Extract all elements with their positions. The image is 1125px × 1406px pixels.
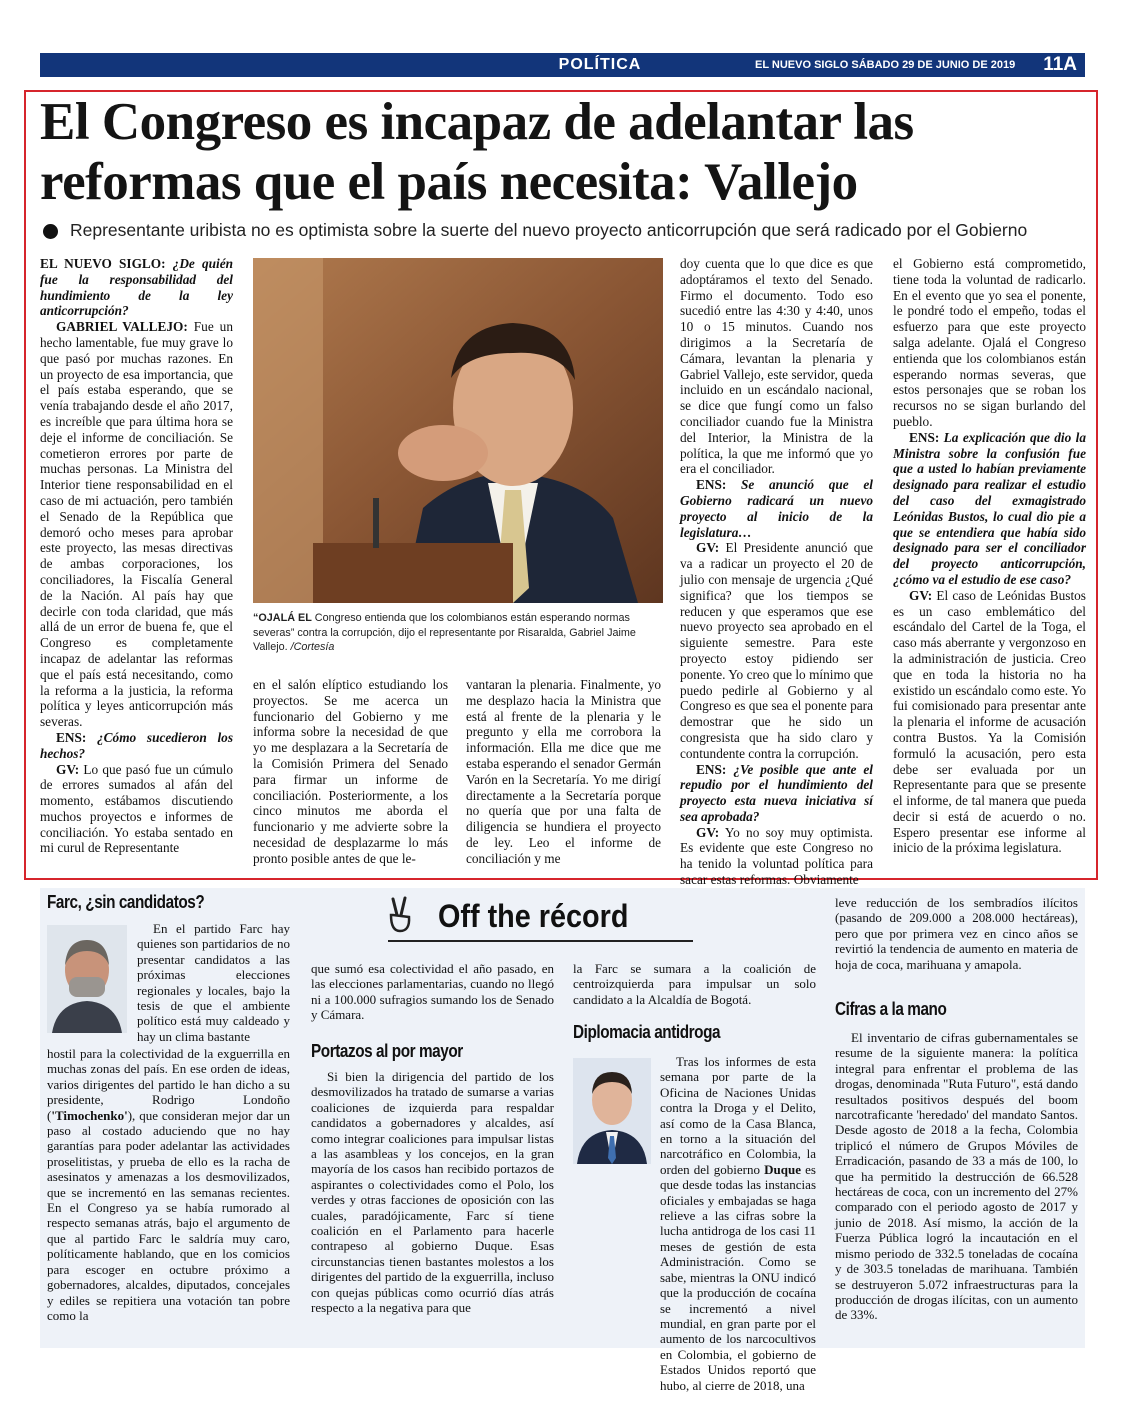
- question-text: La explicación que dio la Ministra sobre la confusión fue que a usted lo habían previamente designado para realizar el estudio del caso del exmagistrado Leónidas Bustos, lo cual dio pie a que se entendiera que había sido designado para ser el conciliador del proyecto anticorrupción, ¿cómo va el estudio de ese caso?: [893, 429, 1086, 587]
- answer-lead: GV:: [56, 761, 80, 777]
- photo-caption: [253, 611, 663, 655]
- portazos-continuation: [573, 961, 816, 1007]
- off-the-record-title: Off the récord: [438, 898, 629, 934]
- column-text: doy cuenta que lo que dice es que adoptáramos el texto del Senado. Firmo el documento. Todo eso sucedió entre las 4:30 y 4:40, unos 10 o 15 minutos. Cuando nos dirigimos a la Secretaría de Cámara, levantan la plenaria y Gabriel Vallejo, este servidor, queda incluido en un escándalo nacional, se dice que fungí como un falso conciliador cuando fue la Ministra del Interior, la Ministra de la política, la que me informó que yo era el conciliador.: [680, 256, 873, 477]
- answer-lead: GV:: [696, 824, 720, 840]
- farc-paragraph-2: hostil para la colectividad de la exguerrilla en muchas zonas del país. En ese orden de ideas, varios dirigentes del partido le han dicho a su presidente, Rodrigo Londoño (: [47, 1046, 290, 1123]
- answer-text: Lo que pasó fue un cúmulo de errores sumados al afán del momento, estábamos discutiendo muchos proyectos e informes de conciliación. Yo estaba sentado en mi curul de Representante: [40, 761, 233, 856]
- portazos-text: Si bien la dirigencia del partido de los desmovilizados ha tratado de sumarse a varias coaliciones de izquierda para respaldar candidatos a gobernadores y alcaldes, así como integrar coaliciones para impulsar listas a las asambleas y los concejos, en la gran mayoría de los casos han recibido portazos de aspirantes o colectividades como el Polo, los verdes y otras facciones de oposición con las cuales, paradójicamente, Farc sí tiene coalición en el Parlamento para hacerle contrapeso al gobierno Duque. Esas circunstancias tienen bastantes molestos a los dirigentes del partido de la exguerrilla, incluso con quejas públicas como ocurrió días atrás respecto a la negativa para que: [311, 1069, 554, 1316]
- diplomacia-heading: Diplomacia antidroga: [573, 1022, 721, 1042]
- article-photo: [253, 258, 663, 603]
- victory-hand-icon: [385, 895, 415, 935]
- farc-text-wrap: [137, 921, 290, 1044]
- question-text: Se anunció que el Gobierno radicará un nuevo proyecto al inicio de la legislatura…: [680, 477, 873, 540]
- continuation-text: la Farc se sumara a la coalición de centroizquierda para impulsar un solo candidato a la Alcaldía de Bogotá.: [573, 961, 816, 1007]
- answer-text: Yo no soy muy optimista. Es evidente que este Congreso no ha tenido la voluntad política para sacar estas reformas. Obviamente: [680, 824, 873, 888]
- column-text: en el salón elíptico estudiando los proyectos. Se me acerca un funcionario del Gobierno y me informa sobre la necesidad de que yo me desplazara a la Secretaría de la Comisión Primera del Senado para firmar un informe de conciliación. Posteriormente, a los cinco minutos me aborda el funcionario y me advierte sobre la necesidad de desplazarme lo más pronto posible antes de que le-: [253, 677, 448, 866]
- answer-text: Fue un hecho lamentable, fue muy grave lo que pasó por muchas razones. En un proyecto de esa importancia, que el país estaba esperando, que se venía trabajando desde el año 2017, es increíble que para última hora se deje el informe de conciliación. Se cometieron errores por parte de muchas personas. La Ministra del Interior tiene responsabilidad en el caso de mi actuación, pero también el Senado de la República que demoró ocho meses para aprobar este proyecto, las mesas directivas de ambas corporaciones, los conciliadores, la Fiscalía General de la Nación. Al país hay que decirle con toda claridad, que más allá de un error de buena fe, que el Congreso es completamente incapaz de adelantar las reformas que el país está necesitando, como la reforma a la justicia, la reforma política y leyes anticorrupción más severas.: [40, 319, 233, 730]
- cifras-heading: Cifras a la mano: [835, 999, 947, 1019]
- deck-bullet-icon: [43, 224, 58, 239]
- diplomacia-continuation: [835, 895, 1078, 972]
- article-deck: Representante uribista no es optimista sobre la suerte del nuevo proyecto anticorrupción que será radicado por el Gobierno: [70, 220, 1028, 240]
- article-column-4: [680, 256, 873, 888]
- portazos-heading: Portazos al por mayor: [311, 1041, 463, 1061]
- article-column-1: [40, 256, 233, 856]
- continuation-text: que sumó esa colectividad el año pasado, en las elecciones parlamentarias, cuando no llegó ni a 100.000 sufragios sumando los de Senado y Cámara.: [311, 961, 554, 1023]
- section-header-bar: [40, 53, 1085, 77]
- portazos-body: [311, 1069, 554, 1316]
- timochenko-photo: [47, 925, 127, 1033]
- cifras-text: El inventario de cifras gubernamentales se resume de la siguiente manera: la política integral para enfrentar el problema de las drogas, denominada "Ruta Futuro", está dando resultados positivos después del boom narcotraficante 'heredado' del mandato Santos. Desde agosto de 2018 a la fecha, Colombia triplicó el número de Grupos Móviles de Erradicación, pasando de 33 a más de 100, lo que ha permitido la destrucción de 66.528 hectáreas de coca, con un incremento del 27% comparado con el periodo agosto de 2017 y junio de 2018. Así mismo, la acción de la Fuerza Pública logró la incautación en el mismo periodo de 332.5 toneladas de cocaína y de 303.5 toneladas de marihuana. También se destruyeron 5.072 infraestructuras para la producción de drogas ilícitas, con un aumento de 33%.: [835, 1030, 1078, 1323]
- newspaper-date: EL NUEVO SIGLO SÁBADO 29 DE JUNIO DE 2019: [755, 59, 1016, 71]
- farc-text-continued: [47, 1046, 290, 1323]
- answer-text: El Presidente anunció que va a radicar un proyecto el 20 de julio con mensaje de urgencia ¿Qué significa? que los tiempos se reducen y que esperamos que ese nuevo proyecto sea aprobado en el siguiente semestre. Para este proyecto estoy pidiendo ser ponente. Yo creo que lo mínimo que puedo pedirle al Gobierno y al Congreso es que sea el ponente para demostrar que he sido un congresista que ha sido claro y contundente contra la corrupción.: [680, 540, 873, 761]
- duque-photo-illustration: [573, 1058, 651, 1164]
- diplomacia-text-wrap: [660, 1054, 816, 1393]
- question-text: ¿De quién fue la responsabilidad del hundimiento de la ley anticorrupción?: [40, 256, 233, 319]
- article-headline: [40, 92, 1090, 212]
- section-name: POLÍTICA: [558, 56, 642, 73]
- article-column-3: [466, 677, 661, 867]
- farc-continuation: [311, 961, 554, 1023]
- question-text: ¿Ve posible que ante el repudio por el hundimiento del proyecto esta nueva iniciativa sí sea aprobada?: [680, 761, 873, 824]
- timochenko-photo-illustration: [47, 925, 127, 1033]
- question-lead: EL NUEVO SIGLO:: [40, 256, 166, 271]
- speaker-photo-illustration: [253, 258, 663, 603]
- farc-paragraph-1: En el partido Farc hay quienes son partidarios de no presentar candidatos a las próximas elecciones regionales y locales, bajo la tesis de que el ambiente político está muy caldeado y hay un clima bastante: [137, 921, 290, 1044]
- continuation-text: leve reducción de los sembradíos ilícitos (pasando de 209.000 a 208.000 hectáreas), pero que por primera vez en cinco años se revirtió la tendencia de aumento en materia de hoja de coca, marihuana y amapola.: [835, 895, 1078, 972]
- caption-text: Congreso entienda que los colombianos están esperando normas severas” contra la corrupción, dijo el representante por Risaralda, Gabriel Jaime Vallejo.: [253, 612, 636, 653]
- headline-line-1: El Congreso es incapaz de adelantar las: [40, 93, 914, 151]
- timochenko-nickname: 'Timochenko': [51, 1107, 128, 1123]
- farc-paragraph-3: ), que consideran mejor dar un paso al costado aduciendo que no hay garantías para poder adelantar las actividades proselitistas, y prueba de ello es la racha de asesinatos y amenazas a los desmovilizados, que se incrementó en las semanas recientes. En el Congreso ya se había rumorado al respecto semanas atrás, bajo el argumento de que al partido Farc le saldría muy caro, políticamente hablando, que en los comicios para escoger en octubre próximo a gobernadores, alcaldes, diputados, concejales y ediles se repitiera una votación tan pobre como la: [47, 1107, 290, 1323]
- question-text: ¿Cómo sucedieron los hechos?: [40, 729, 233, 761]
- duque-name: Duque: [764, 1161, 801, 1177]
- column-text: el Gobierno está comprometido, tiene toda la voluntad de radicarlo. En el evento que yo sea el ponente, le pondré todo el empeño, todas el esfuerzo para que este proyecto salga adelante. Ojalá el Congreso entienda que los colombianos están esperando normas severas, que estos personajes que se roban los recursos no se sigan burlando del pueblo.: [893, 256, 1086, 429]
- answer-lead: GABRIEL VALLEJO:: [56, 319, 188, 335]
- question-lead: ENS:: [696, 477, 727, 493]
- duque-photo: [573, 1058, 651, 1164]
- answer-lead: GV:: [696, 540, 720, 556]
- question-lead: ENS:: [56, 729, 87, 745]
- question-lead: ENS:: [909, 429, 940, 445]
- article-column-2: [253, 677, 448, 867]
- article-column-5: [893, 256, 1086, 856]
- answer-lead: GV:: [909, 587, 933, 603]
- column-text: vantaran la plenaria. Finalmente, yo me desplazo hacia la Ministra que está al frente de la plenaria y le pregunto y ella me corrobora la información. Ella me dice que me estaba esperando el senador Germán Varón en la Secretaría. Yo me dirigí directamente a la Secretaría porque no quería que por una falta de diligencia se hundiera el proyecto de ley. Leo el informe de conciliación y me: [466, 677, 661, 866]
- question-lead: ENS:: [696, 761, 727, 777]
- answer-text: El caso de Leónidas Bustos es un caso emblemático del escándalo del Cartel de la Toga, el caso más aberrante y vergonzoso en la administración de justicia. Creo que en toda la historia no ha existido un escándalo como este. Yo fui comisionado para presentar ante la plenaria el informe de acusación contra Bustos. Ya la Comisión formuló la acusación, pero esta debe ser evaluada por un Representante para que se presente el informe, de tal manera que pueda decir si está de acuerdo o no. Espero presentar ese informe al inicio de la próxima legislatura.: [893, 587, 1086, 856]
- caption-credit: /Cortesía: [287, 641, 335, 653]
- diplomacia-paragraph-1: Tras los informes de esta semana por parte de la Oficina de Naciones Unidas contra la Droga y el Delito, así como de la Casa Blanca, en torno a la situación del narcotráfico en Colombia, la orden del gobierno: [660, 1054, 816, 1177]
- page-number: 11A: [1043, 54, 1077, 75]
- diplomacia-paragraph-2: es que desde todas las instancias oficiales y embajadas se haga relieve a las cifras sobre la lucha antidroga de los casi 11 meses de gestión de esta Administración. Como se sabe, mientras la ONU indicó que la producción de cocaína se incrementó a nivel mundial, en gran parte por el aumento de los narcocultivos en Colombia, el gobierno de Estados Unidos reportó que hubo, al cierre de 2018, una: [660, 1161, 816, 1393]
- headline-line-2: reformas que el país necesita: Vallejo: [40, 153, 858, 211]
- caption-lead: “OJALÁ EL: [253, 612, 312, 624]
- cifras-body: [835, 1030, 1078, 1323]
- farc-heading: Farc, ¿sin candidatos?: [47, 892, 205, 912]
- title-underline: [388, 940, 693, 942]
